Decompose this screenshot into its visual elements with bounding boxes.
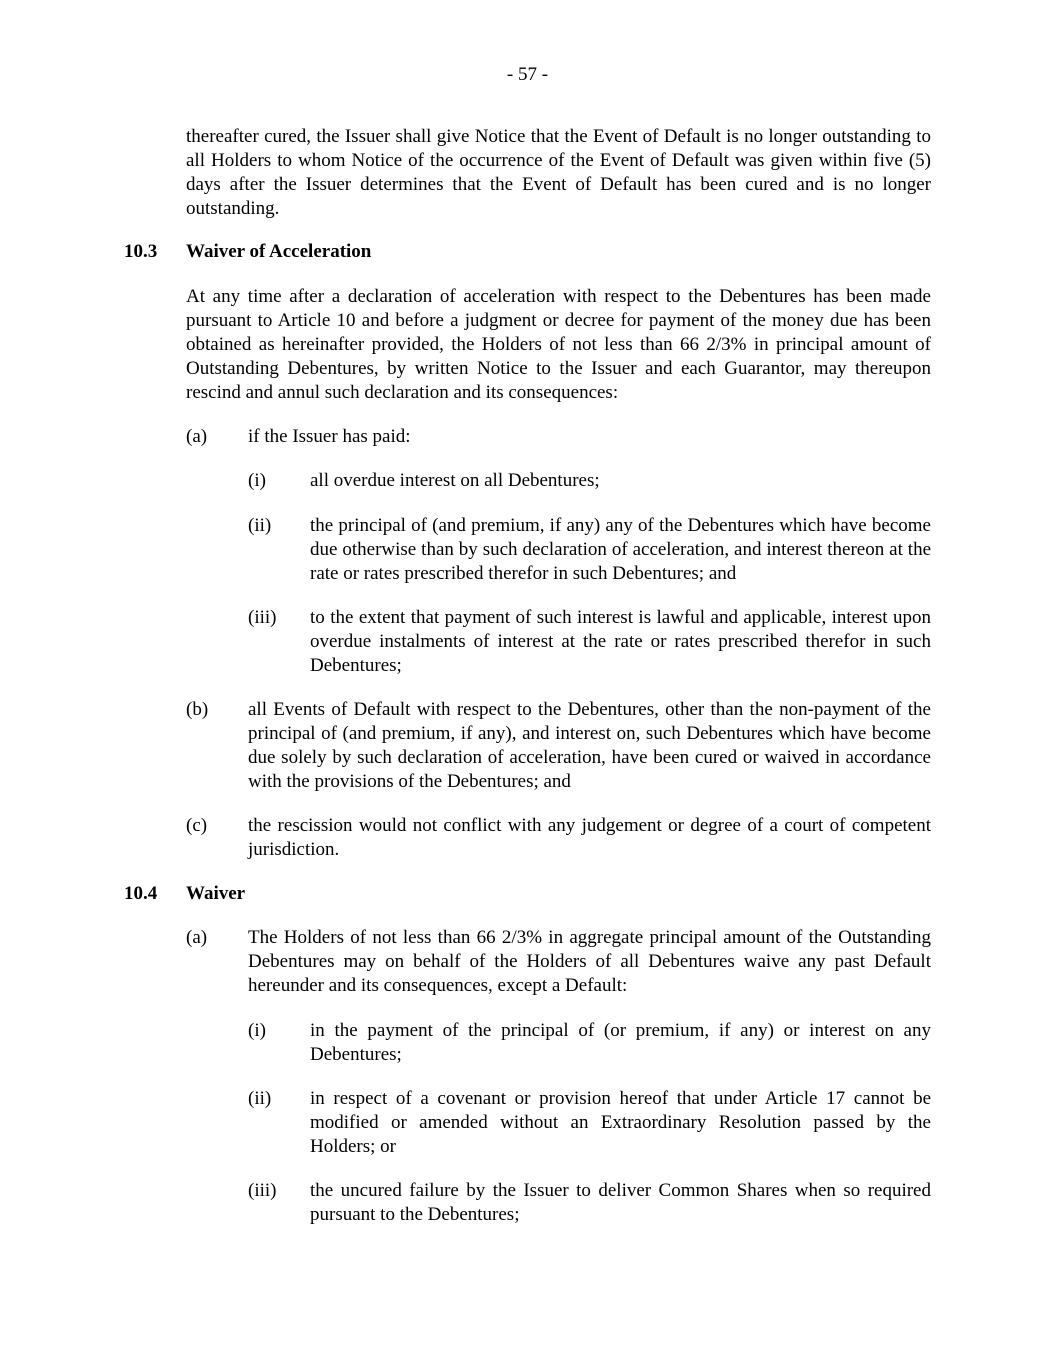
section-10-3-title: Waiver of Acceleration	[186, 241, 372, 262]
list-label: (ii)	[248, 1088, 272, 1109]
list-label: (a)	[186, 927, 208, 948]
list-label: (a)	[186, 426, 208, 447]
page-number: - 57 -	[506, 64, 549, 85]
intro-paragraph-text: thereafter cured, the Issuer shall give Notice that the Event of Default is no longer outstanding to all Holders to whom Notice of the occurrence of the Event of Default was given within five (5) days after the Issuer determines that the Event of Default has been cured and is no longer outstanding.	[186, 126, 931, 219]
list-label: (iii)	[248, 607, 277, 628]
list-text: in the payment of the principal of (or premium, if any) or interest on any Debentures;	[310, 1020, 931, 1065]
list-text: to the extent that payment of such interest is lawful and applicable, interest upon overdue instalments of interest at the rate or rates prescribed therefor in such Debentures;	[310, 607, 931, 676]
list-text: the principal of (and premium, if any) any of the Debentures which have become due otherwise than by such declaration of acceleration, and interest thereon at the rate or rates prescribed therefor in such Debentures; and	[310, 515, 931, 584]
list-text: all overdue interest on all Debentures;	[310, 470, 600, 491]
list-text: the rescission would not conflict with any judgement or degree of a court of competent jurisdiction.	[248, 815, 931, 860]
section-10-4-title: Waiver	[186, 883, 246, 904]
intro-paragraph	[186, 125, 931, 221]
list-text: if the Issuer has paid:	[248, 426, 411, 447]
section-10-3-paragraph	[186, 285, 931, 405]
list-label: (i)	[248, 1020, 266, 1041]
list-label: (c)	[186, 815, 208, 836]
list-label: (iii)	[248, 1180, 277, 1201]
section-10-3-paragraph-text: At any time after a declaration of acceleration with respect to the Debentures has been made pursuant to Article 10 and before a judgment or decree for payment of the money due has been obtained as hereinafter provided, the Holders of not less than 66 2/3% in principal amount of Outstanding Debentures, by written Notice to the Issuer and each Guarantor, may thereupon rescind and annul such declaration and its consequences:	[186, 286, 931, 403]
list-label: (b)	[186, 699, 209, 720]
list-text: all Events of Default with respect to the Debentures, other than the non-payment of the principal of (and premium, if any), and interest on, such Debentures which have become due solely by such declaration of acceleration, have been cured or waived in accordance with the provisions of the Debentures; and	[248, 699, 931, 792]
section-10-3-number: 10.3	[124, 241, 158, 262]
list-label: (ii)	[248, 515, 272, 536]
list-text: in respect of a covenant or provision hereof that under Article 17 cannot be modified or amended without an Extraordinary Resolution passed by the Holders; or	[310, 1088, 931, 1157]
list-text: the uncured failure by the Issuer to deliver Common Shares when so required pursuant to the Debentures;	[310, 1180, 931, 1225]
list-label: (i)	[248, 470, 266, 491]
section-10-4-number: 10.4	[124, 883, 158, 904]
list-text: The Holders of not less than 66 2/3% in aggregate principal amount of the Outstanding Debentures may on behalf of the Holders of all Debentures waive any past Default hereunder and its consequences, except a Default:	[248, 927, 931, 996]
